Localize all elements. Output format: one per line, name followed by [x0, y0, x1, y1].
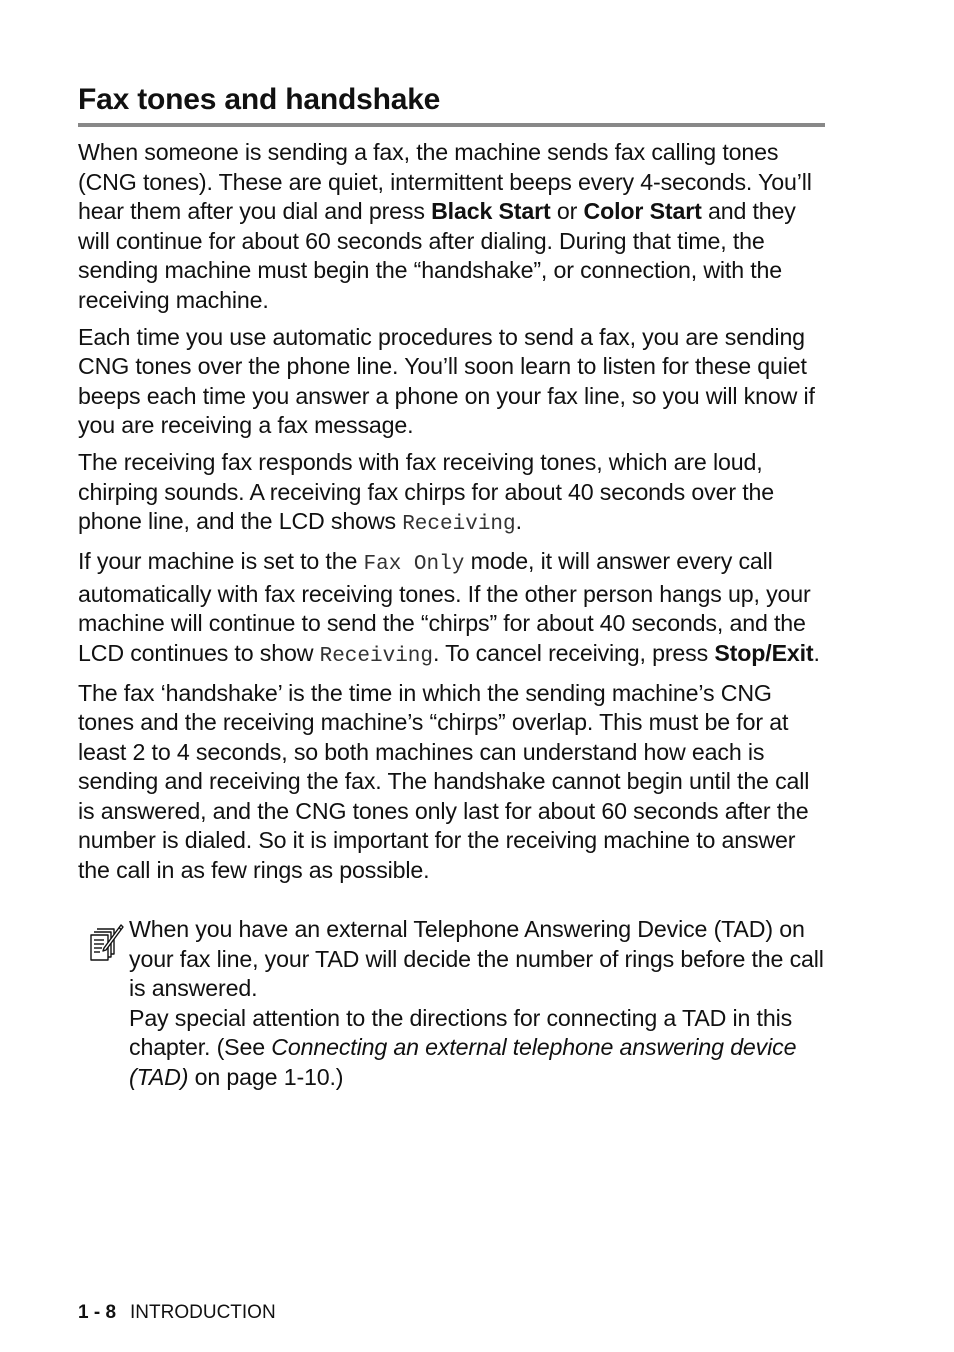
paragraph-4: If your machine is set to the Fax Only mode, it will answer every call automatically with fax receiving tones. If the other person hangs up, your machine will continue to send the “chirps” for about 40 seconds, and the LCD continues to show Receiving. To cancel receiving, press Stop/Exit.	[78, 548, 820, 668]
paragraph-3: The receiving fax responds with fax receiving tones, which are loud, chirping sounds. A receiving fax chirps for about 40 seconds over the phone line, and the LCD shows Receiving.	[78, 449, 774, 536]
paragraph-1: When someone is sending a fax, the machine sends fax calling tones (CNG tones). These are quiet, intermittent beeps every 4-seconds. You’ll hear them after you dial and press Black Start or Color Start and they will continue for about 60 seconds after dialing. During that time, the sending machine must begin the “handshake”, or connection, with the receiving machine.	[78, 139, 812, 313]
page-title: Fax tones and handshake	[78, 83, 441, 116]
page-number: 1 - 8	[78, 1302, 117, 1323]
black-start-key: Black Start	[431, 198, 551, 224]
stop-exit-key: Stop/Exit	[714, 639, 814, 666]
lcd-text-receiving: Receiving	[319, 644, 434, 668]
lcd-text-receiving: Receiving	[402, 513, 516, 536]
title-rule	[78, 123, 825, 127]
section-name: INTRODUCTION	[130, 1302, 276, 1323]
paragraph-2: Each time you use automatic procedures to send a fax, you are sending CNG tones over the phone line. You’ll soon learn to listen for these quiet beeps each time you answer a phone on your fax line, so you will know if you are receiving a fax message.	[78, 323, 815, 438]
page-footer	[78, 1301, 276, 1325]
paragraph-5: The fax ‘handshake’ is the time in which the sending machine’s CNG tones and the receiving machine’s “chirps” overlap. This must be for at least 2 to 4 seconds, so both machines can understand how each is sending and receiving the fax. The handshake cannot begin until the call is answered, and the CNG tones only last for about 60 seconds after the number is dialed. So it is important for the receiving machine to answer the call in as few rings as possible.	[78, 679, 810, 883]
note-text	[129, 915, 829, 1092]
note-line-1: When you have an external Telephone Answering Device (TAD) on your fax line, your TAD will decide the number of rings before the call is answered.	[129, 916, 824, 1001]
note-line-2: Pay special attention to the directions for connecting a TAD in this chapter. (See Connecting an external telephone answering device (TAD) on page 1-10.)	[129, 1004, 797, 1090]
body-content	[78, 138, 828, 893]
lcd-text-fax-only: Fax Only	[363, 553, 465, 576]
cross-reference: Connecting an external telephone answering device (TAD)	[129, 1034, 797, 1090]
note-pencil-icon	[88, 923, 124, 965]
color-start-key: Color Start	[583, 198, 702, 224]
